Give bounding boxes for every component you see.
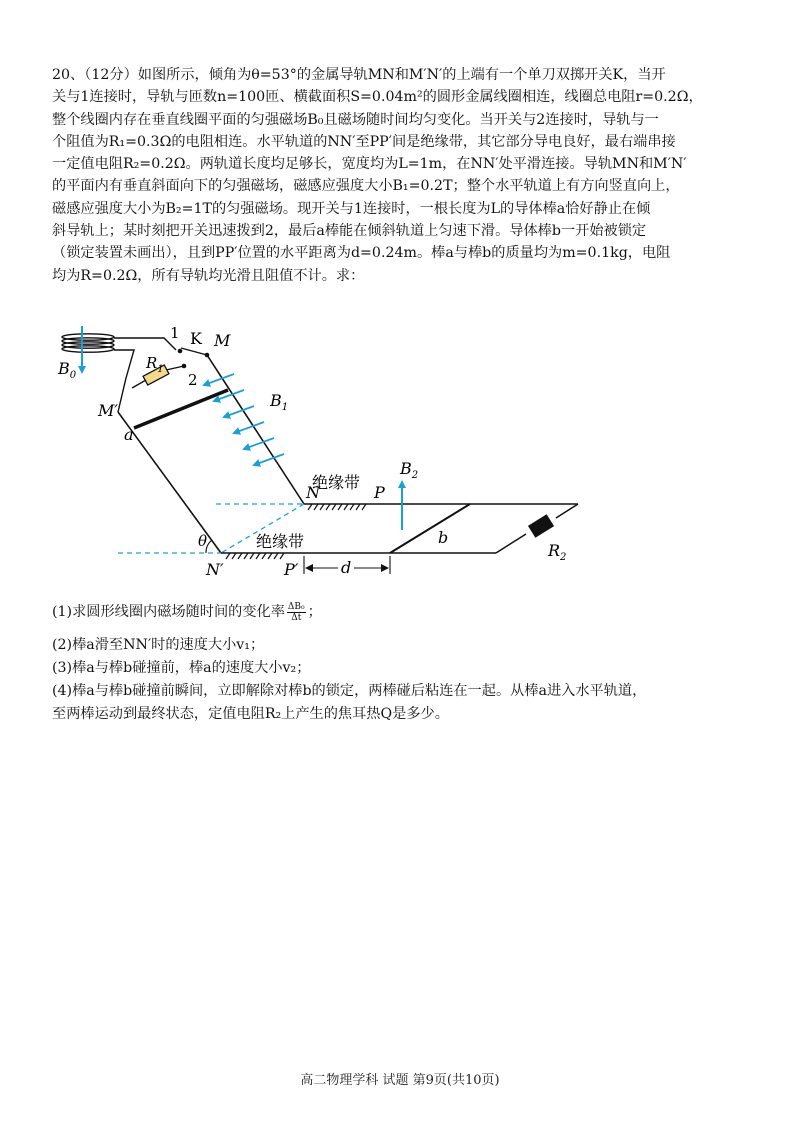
- problem-line-6: 的平面内有垂直斜面向下的匀强磁场，磁感应强度大小B₁=0.2T；整个水平轨道上有方向竖直向上，: [52, 178, 680, 195]
- switch-contact-1-label: 1: [170, 324, 180, 342]
- insulating-hatch-top: [308, 504, 366, 510]
- rate-fraction: $\frac{\text{ΔB₀}}{\Delta t}$: [287, 601, 305, 623]
- b1-label: $B_1$: [270, 391, 289, 413]
- theta-label: θ: [198, 532, 208, 550]
- question-4-line-2: 至两棒运动到最终状态，定值电阻R₂上产生的焦耳热Q是多少。: [52, 706, 449, 722]
- problem-line-1: 20、（12分）如图所示，倾角为θ=53°的金属导轨MN和M′N′的上端有一个单刀双掷开关K，当开: [52, 67, 666, 83]
- b1-field-arrows: [204, 374, 284, 465]
- problem-line-2: 关与1连接时，导轨与匝数n=100匝、横截面积S=0.04m²的圆形金属线圈相连，线圈总电阻r=0.2Ω，: [52, 89, 703, 106]
- rail-mn: [207, 355, 304, 504]
- r2-resistor: [528, 514, 554, 538]
- n-label: N: [306, 483, 320, 502]
- p-label: P: [374, 483, 385, 502]
- rail-diagram: [56, 318, 596, 588]
- rod-a: [134, 390, 228, 428]
- rod-a-label: a: [124, 425, 134, 444]
- d-label: d: [341, 558, 352, 577]
- insulating-hatch-bottom: [226, 553, 284, 559]
- problem-line-8: 斜导轨上；某时刻把开关迅速拨到2，最后a棒能在倾斜轨道上匀速下滑。导体棒b一开始被锁定: [52, 223, 647, 240]
- b0-label: $B_0$: [58, 359, 77, 381]
- rail-right-end-top: [556, 504, 578, 518]
- problem-line-3: 整个线圈内存在垂直线圈平面的匀强磁场B₀且磁场随时间均匀变化。当开关与2连接时，导轨与一: [52, 111, 659, 128]
- switch-blade: [181, 348, 207, 355]
- switch-k-label: K: [190, 329, 202, 348]
- coil-icon: [62, 334, 114, 352]
- rail-diagram-svg: [56, 318, 596, 588]
- problem-statement: [52, 64, 752, 287]
- p-prime-label: P′: [284, 560, 299, 579]
- problem-line-7: 磁感应强度大小为B₂=1T的匀强磁场。现开关与1连接时，一根长度为L的导体棒a恰好静止在倾: [52, 200, 651, 217]
- r1-lead-lower: [132, 380, 146, 388]
- switch-contact-2-label: 2: [188, 371, 198, 389]
- question-2: (2)棒a滑至NN′时的速度大小v₁；: [52, 637, 265, 653]
- coil-lead-upper: [114, 338, 176, 350]
- m-prime-label: M′: [98, 401, 119, 420]
- problem-line-4: 个阻值为R₁=0.3Ω的电阻相连。水平轨道的NN′至PP′间是绝缘带，其它部分导电良好，最右端串接: [52, 133, 676, 150]
- b2-label: $B_2$: [400, 459, 419, 481]
- problem-line-5: 一定值电阻R₂=0.2Ω。两轨道长度均足够长，宽度均为L=1m，在NN′处平滑连接。导轨MN和M′N′: [52, 156, 687, 173]
- question-4-line-1: (4)棒a与棒b碰撞前瞬间，立即解除对棒b的锁定，两棒碰后粘连在一起。从棒a进入水平轨道，: [52, 683, 647, 699]
- page-footer: 高二物理学科 试题 第9页(共10页): [300, 1073, 500, 1088]
- m-label: M: [214, 331, 231, 350]
- insulating-band-top-label: 绝缘带: [312, 473, 361, 492]
- insulating-band-bottom-label: 绝缘带: [256, 532, 305, 551]
- n-prime-label: N′: [206, 560, 224, 579]
- r1-label: $R_1$: [146, 354, 164, 375]
- question-3: (3)棒a与棒b碰撞前，棒a的速度大小v₂；: [52, 660, 311, 676]
- rod-b-label: b: [438, 528, 449, 547]
- r2-label: $R_2$: [548, 541, 567, 563]
- r1-lead: [166, 366, 184, 370]
- sub-questions: [52, 601, 752, 726]
- rail-right-end-bottom: [496, 534, 526, 553]
- problem-line-9: （锁定装置未画出），且到PP′位置的水平距离为d=0.24m。棒a与棒b的质量均为m=0.1kg，电阻: [52, 245, 671, 262]
- question-1: (1)求圆形线圈内磁场随时间的变化率 $\frac{\text{ΔB₀}}{\Delta t}$ ；: [52, 601, 322, 623]
- problem-line-10: 均为R=0.2Ω，所有导轨均光滑且阻值不计。求：: [52, 267, 365, 284]
- switch-contact-1: [178, 349, 183, 354]
